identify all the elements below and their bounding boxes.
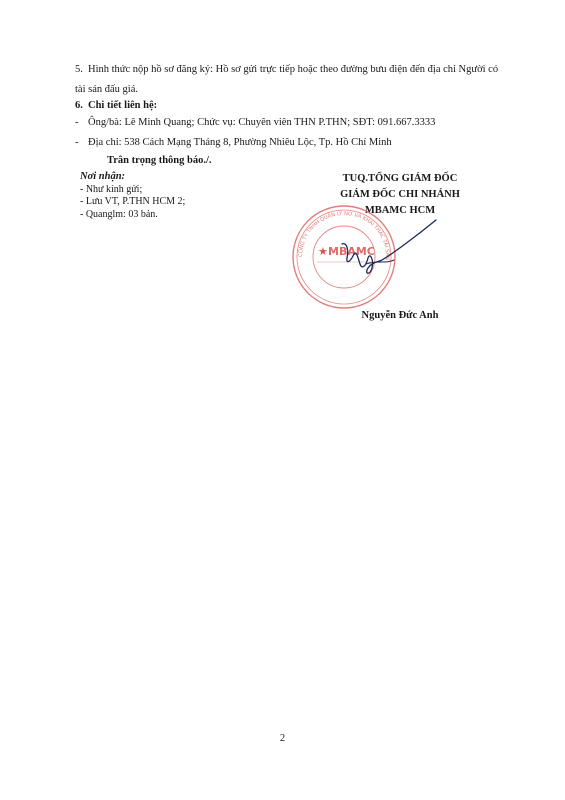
handwritten-signature bbox=[322, 214, 442, 282]
item-5-number: 5. bbox=[75, 64, 83, 75]
item-6-number: 6. bbox=[75, 100, 83, 111]
signer-title-3: MBAMC HCM bbox=[364, 205, 436, 216]
seal-ring-text: CÔNG TY TNHH QUẢN LÝ NỢ VÀ KHAI THÁC TÀI SẢN bbox=[297, 210, 391, 261]
signer-title-2: GIÁM ĐỐC CHI NHÁNH bbox=[340, 189, 460, 200]
seal-star-icon: ★ bbox=[318, 245, 328, 258]
contact-person bbox=[75, 116, 515, 130]
signer-name: Nguyễn Đức Anh bbox=[361, 310, 439, 321]
seal-brand: MBAMC bbox=[328, 245, 375, 258]
recipients-block bbox=[80, 171, 280, 221]
recipient-line: - Như kính gửi; bbox=[80, 183, 143, 195]
item-5-text: Hình thức nộp hồ sơ đăng ký: Hồ sơ gửi trực tiếp hoặc theo đường bưu điện đến địa chỉ Người có tài sản đấu giá. bbox=[75, 64, 499, 95]
recipients-title: Nơi nhận: bbox=[80, 171, 126, 182]
item-5 bbox=[75, 60, 505, 100]
page-number: 2 bbox=[279, 733, 286, 744]
recipient-line: - Lưu VT, P.THN HCM 2; bbox=[80, 196, 186, 207]
bullet-dash: - bbox=[75, 117, 79, 128]
signer-title-1: TUQ.TỔNG GIÁM ĐỐC bbox=[342, 173, 458, 184]
item-6-heading: Chi tiết liên hệ: bbox=[88, 100, 158, 111]
item-6 bbox=[75, 96, 505, 116]
contact-person-text: Ông/bà: Lê Minh Quang; Chức vụ: Chuyên viên THN P.THN; SĐT: 091.667.3333 bbox=[88, 117, 436, 128]
closing-line: Trân trọng thông báo./. bbox=[107, 155, 212, 166]
bullet-dash: - bbox=[75, 137, 79, 148]
recipient-line: - Quanglm: 03 bản. bbox=[80, 208, 158, 220]
contact-address-text: Địa chỉ: 538 Cách Mạng Tháng 8, Phường Nhiêu Lộc, Tp. Hồ Chí Minh bbox=[88, 137, 392, 148]
contact-address bbox=[75, 136, 515, 150]
